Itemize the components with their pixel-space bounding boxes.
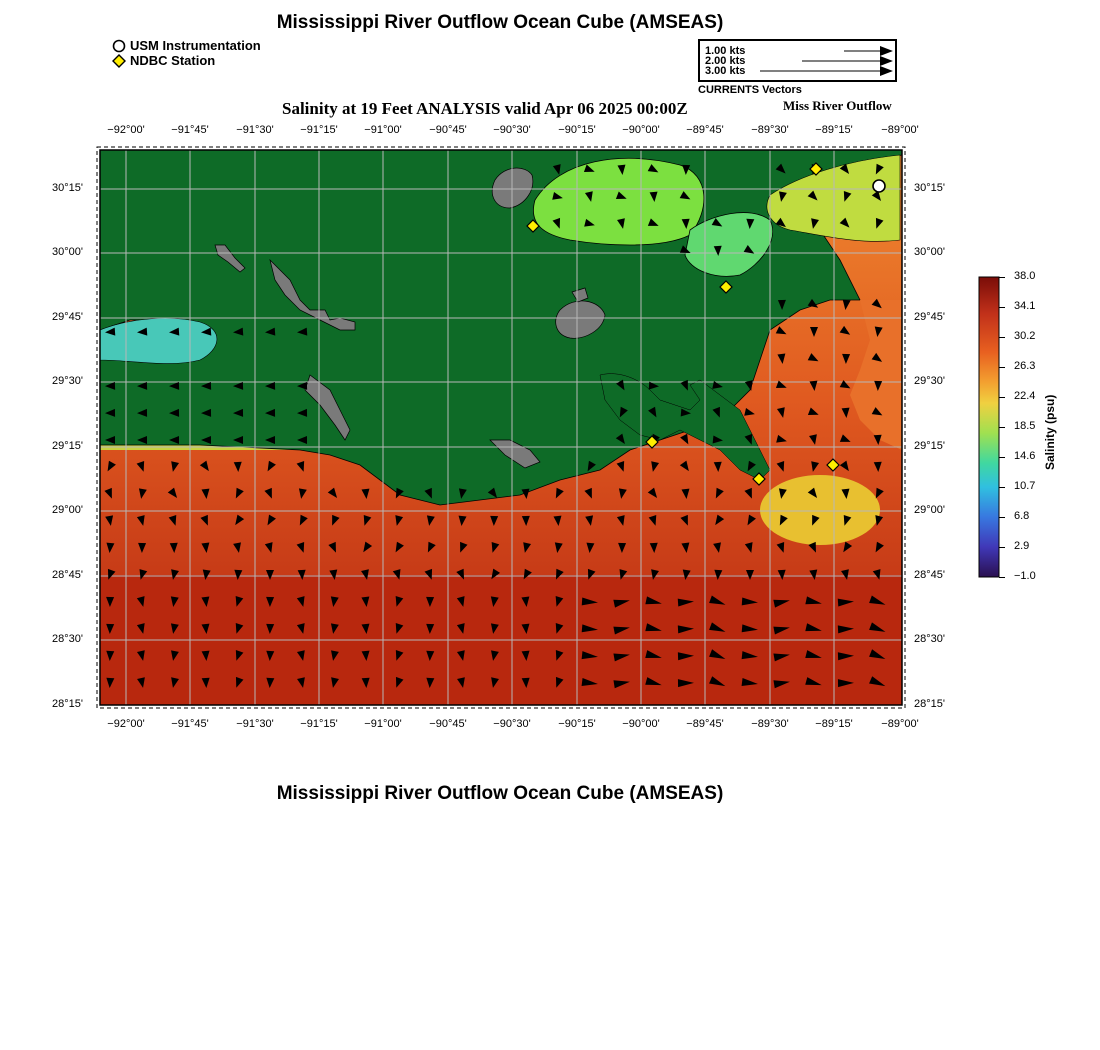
colorbar-tick-mark: [999, 427, 1005, 428]
colorbar-tick-mark: [999, 547, 1005, 548]
lat-tick-label: 29°45': [52, 311, 83, 323]
lon-tick-label: −90°00': [622, 124, 660, 136]
lon-tick-label: −90°00': [622, 718, 660, 730]
lon-tick-label: −91°45': [171, 124, 209, 136]
colorbar-tick-label: 2.9: [1014, 540, 1030, 552]
lon-tick-label: −90°45': [429, 718, 467, 730]
colorbar-tick-mark: [999, 277, 1005, 278]
ndbc-legend-label: NDBC Station: [130, 53, 216, 68]
lon-tick-label: −91°15': [300, 124, 338, 136]
colorbar-tick-mark: [999, 577, 1005, 578]
lon-tick-label: −90°15': [558, 124, 596, 136]
colorbar-tick-label: 38.0: [1014, 270, 1036, 282]
usm-station-marker: [873, 180, 885, 192]
lat-tick-label: 29°00': [52, 504, 83, 516]
lat-tick-label: 30°00': [52, 246, 83, 258]
page-title: Mississippi River Outflow Ocean Cube (AMSEAS): [276, 12, 724, 33]
lat-tick-label: 28°30': [52, 633, 83, 645]
lon-tick-label: −89°00': [881, 718, 919, 730]
colorbar-tick-label: 22.4: [1014, 390, 1036, 402]
lon-tick-label: −89°00': [881, 124, 919, 136]
colorbar-tick-mark: [999, 337, 1005, 338]
lon-tick-label: −91°45': [171, 718, 209, 730]
lat-tick-label: 30°15': [914, 182, 945, 194]
lon-tick-label: −90°30': [493, 718, 531, 730]
lon-tick-label: −89°15': [815, 124, 853, 136]
lon-tick-label: −89°30': [751, 124, 789, 136]
colorbar-tick-label: −1.0: [1014, 570, 1036, 582]
colorbar-tick-label: 10.7: [1014, 480, 1036, 492]
colorbar-label: Salinity (psu): [1043, 394, 1057, 470]
colorbar-tick-mark: [999, 307, 1005, 308]
lon-tick-label: −89°30': [751, 718, 789, 730]
lon-tick-label: −90°45': [429, 124, 467, 136]
map-subtitle: Salinity at 19 Feet ANALYSIS valid Apr 06 2025 00:00Z: [282, 99, 688, 118]
lon-tick-label: −91°30': [236, 718, 274, 730]
lat-tick-label: 28°45': [914, 569, 945, 581]
colorbar-tick-label: 14.6: [1014, 450, 1036, 462]
vector-scale-1: 1.00 kts: [705, 45, 746, 57]
lat-tick-label: 29°00': [914, 504, 945, 516]
colorbar-tick-label: 26.3: [1014, 360, 1036, 372]
delta-plume: [760, 475, 880, 545]
colorbar-tick-label: 18.5: [1014, 420, 1036, 432]
lat-tick-label: 28°30': [914, 633, 945, 645]
colorbar-tick-label: 30.2: [1014, 330, 1036, 342]
lon-tick-label: −91°30': [236, 124, 274, 136]
lat-tick-label: 28°15': [914, 698, 945, 710]
lat-tick-label: 29°15': [914, 440, 945, 452]
lon-tick-label: −89°45': [686, 718, 724, 730]
colorbar-tick-label: 34.1: [1014, 300, 1036, 312]
lon-tick-label: −92°00': [107, 718, 145, 730]
vector-scale-2: 2.00 kts: [705, 55, 746, 67]
colorbar-tick-mark: [999, 367, 1005, 368]
lon-tick-label: −90°15': [558, 718, 596, 730]
lat-tick-label: 30°00': [914, 246, 945, 258]
vector-scale-3: 3.00 kts: [705, 65, 746, 77]
lon-tick-label: −91°00': [364, 718, 402, 730]
colorbar-tick-mark: [999, 397, 1005, 398]
lon-tick-label: −89°15': [815, 718, 853, 730]
lat-tick-label: 29°30': [52, 375, 83, 387]
colorbar-tick-mark: [999, 517, 1005, 518]
lat-tick-label: 29°45': [914, 311, 945, 323]
lon-tick-label: −92°00': [107, 124, 145, 136]
colorbar-tick-mark: [999, 487, 1005, 488]
colorbar-tick-label: 6.8: [1014, 510, 1030, 522]
lon-tick-label: −91°15': [300, 718, 338, 730]
lat-tick-label: 29°15': [52, 440, 83, 452]
lon-tick-label: −91°00': [364, 124, 402, 136]
lat-tick-label: 28°45': [52, 569, 83, 581]
lat-tick-label: 28°15': [52, 698, 83, 710]
bottom-title: Mississippi River Outflow Ocean Cube (AMSEAS): [276, 783, 724, 804]
lat-tick-label: 30°15': [52, 182, 83, 194]
lon-tick-label: −90°30': [493, 124, 531, 136]
lon-tick-label: −89°45': [686, 124, 724, 136]
usm-legend-label: USM Instrumentation: [130, 38, 261, 53]
lat-tick-label: 29°30': [914, 375, 945, 387]
region-label: Miss River Outflow: [783, 98, 892, 113]
vermilion-bay: [100, 318, 217, 363]
colorbar-tick-mark: [999, 457, 1005, 458]
vector-caption: CURRENTS Vectors: [698, 84, 802, 96]
